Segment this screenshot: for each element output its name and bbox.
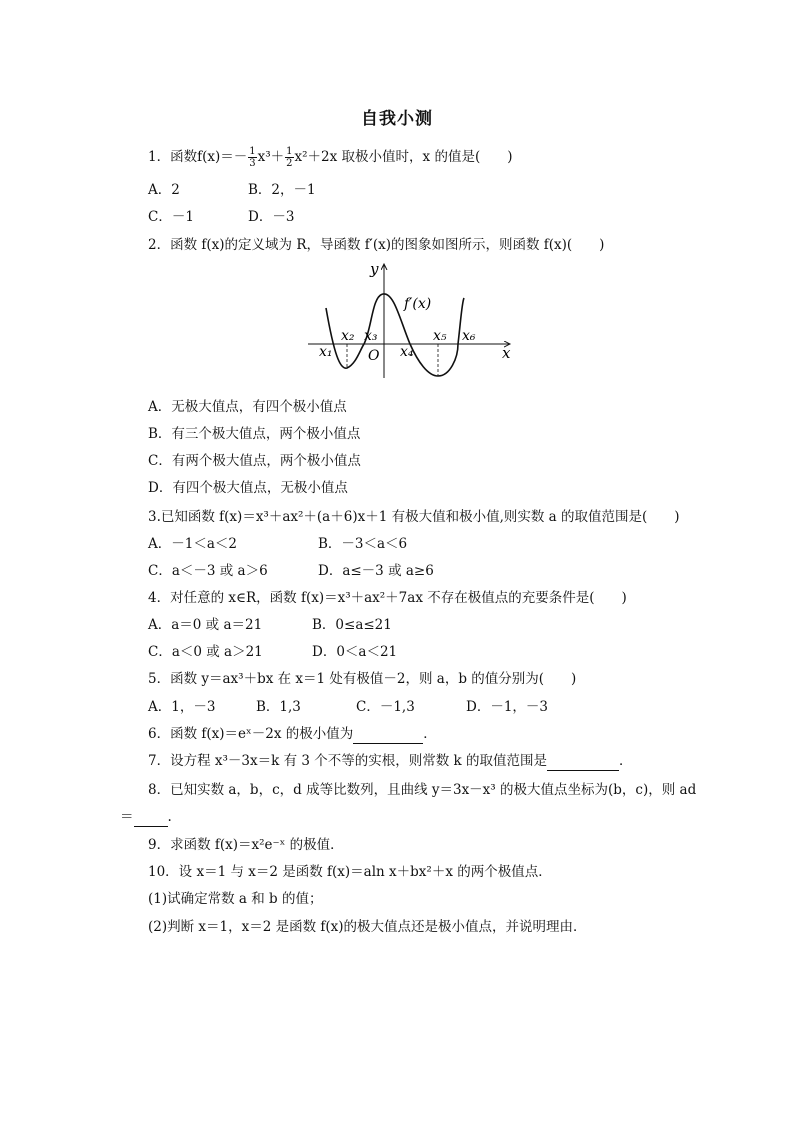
q1-option-a: A．2 bbox=[148, 182, 180, 198]
q4-option-b: B．0≤a≤21 bbox=[312, 617, 392, 633]
page-title: 自我小测 bbox=[361, 109, 433, 129]
question-10: 10．设 x＝1 与 x＝2 是函数 f(x)＝aln x＋bx²＋x 的两个极值点． bbox=[148, 864, 552, 880]
q3-option-a: A．－1＜a＜2 bbox=[148, 536, 237, 552]
q4-option-d: D．0＜a＜21 bbox=[312, 644, 398, 660]
q2-option-a: A．无极大值点，有四个极小值点 bbox=[148, 399, 347, 415]
q5-option-c: C．－1,3 bbox=[356, 699, 415, 715]
q4-option-c: C．a＜0 或 a＞21 bbox=[148, 644, 263, 660]
q1-options-row-1 bbox=[148, 180, 316, 200]
q3-options-row-1 bbox=[148, 534, 407, 554]
root-label-x2: x₂ bbox=[341, 328, 355, 344]
y-axis-label: y bbox=[370, 260, 379, 278]
q3-options-row-2 bbox=[148, 561, 434, 581]
q3-option-c: C．a＜－3 或 a＞6 bbox=[148, 563, 268, 579]
question-7: 7．设方程 x³－3x＝k 有 3 个不等的实根，则常数 k 的取值范围是 ． bbox=[148, 753, 633, 769]
root-label-x6: x₆ bbox=[462, 328, 476, 344]
q2-option-c: C．有两个极大值点，两个极小值点 bbox=[148, 453, 361, 469]
q1-option-d: D．－3 bbox=[248, 209, 295, 225]
q5-option-d: D．－1，－3 bbox=[466, 699, 549, 715]
q3-option-b: B．－3＜a＜6 bbox=[318, 536, 408, 552]
q1-option-c: C．－1 bbox=[148, 209, 194, 225]
q3-option-d: D．a≤－3 或 a≥6 bbox=[318, 563, 434, 579]
question-5: 5．函数 y＝ax³＋bx 在 x＝1 处有极值－2，则 a，b 的值分别为( ) bbox=[148, 671, 577, 687]
root-label-x4: x₄ bbox=[400, 344, 414, 360]
root-label-x3: x₃ bbox=[364, 328, 378, 344]
q4-options-row-1 bbox=[148, 615, 392, 635]
answer-blank bbox=[353, 729, 423, 744]
question-10-part-2: (2)判断 x＝1，x＝2 是函数 f(x)的极大值点还是极小值点，并说明理由． bbox=[148, 919, 587, 935]
fraction-one-third: $\frac{1}{3}$ bbox=[249, 146, 256, 169]
fraction-one-half: $\frac{1}{2}$ bbox=[286, 146, 293, 169]
question-8: 8．已知实数 a，b，c，d 成等比数列，且曲线 y＝3x－x³ 的极大值点坐标为(b，c)，则 ad bbox=[148, 782, 697, 798]
origin-label: O bbox=[368, 348, 380, 364]
question-8-continuation: ＝ . bbox=[120, 809, 172, 825]
question-9: 9．求函数 f(x)＝x²e⁻ˣ 的极值． bbox=[148, 837, 344, 853]
answer-blank bbox=[134, 812, 168, 827]
curve-label: f′(x) bbox=[404, 296, 432, 312]
question-4: 4．对任意的 x∈R，函数 f(x)＝x³＋ax²＋7ax 不存在极值点的充要条件是( ) bbox=[148, 590, 627, 606]
q5-option-b: B．1,3 bbox=[256, 699, 301, 715]
q5-options-row bbox=[148, 697, 548, 717]
question-1: 1．函数f(x)＝－ $\frac{1}{3}$ x³＋ $\frac{1}{2}$ x²＋2x 取极小值时，x 的值是( ) bbox=[148, 146, 513, 169]
q5-option-a: A．1，－3 bbox=[148, 699, 216, 715]
question-3: 3.已知函数 f(x)＝x³＋ax²＋(a＋6)x＋1 有极大值和极小值,则实数 a 的取值范围是( ) bbox=[148, 509, 680, 525]
root-label-x5: x₅ bbox=[433, 328, 447, 344]
question-2: 2．函数 f(x)的定义域为 R，导函数 f′(x)的图象如图所示，则函数 f(x)( ) bbox=[148, 237, 605, 253]
root-label-x1: x₁ bbox=[319, 344, 333, 360]
derivative-graph bbox=[300, 258, 520, 382]
answer-blank bbox=[547, 756, 619, 771]
q4-options-row-2 bbox=[148, 642, 397, 662]
q2-option-d: D．有四个极大值点，无极小值点 bbox=[148, 480, 348, 496]
q2-option-b: B．有三个极大值点，两个极小值点 bbox=[148, 426, 361, 442]
question-10-part-1: (1)试确定常数 a 和 b 的值； bbox=[148, 891, 323, 907]
q1-option-b: B．2，－1 bbox=[248, 182, 316, 198]
q1-options-row-2 bbox=[148, 207, 294, 227]
x-axis-label: x bbox=[502, 344, 511, 362]
question-6: 6．函数 f(x)＝eˣ－2x 的极小值为 ． bbox=[148, 726, 437, 742]
q4-option-a: A．a＝0 或 a＝21 bbox=[148, 617, 263, 633]
